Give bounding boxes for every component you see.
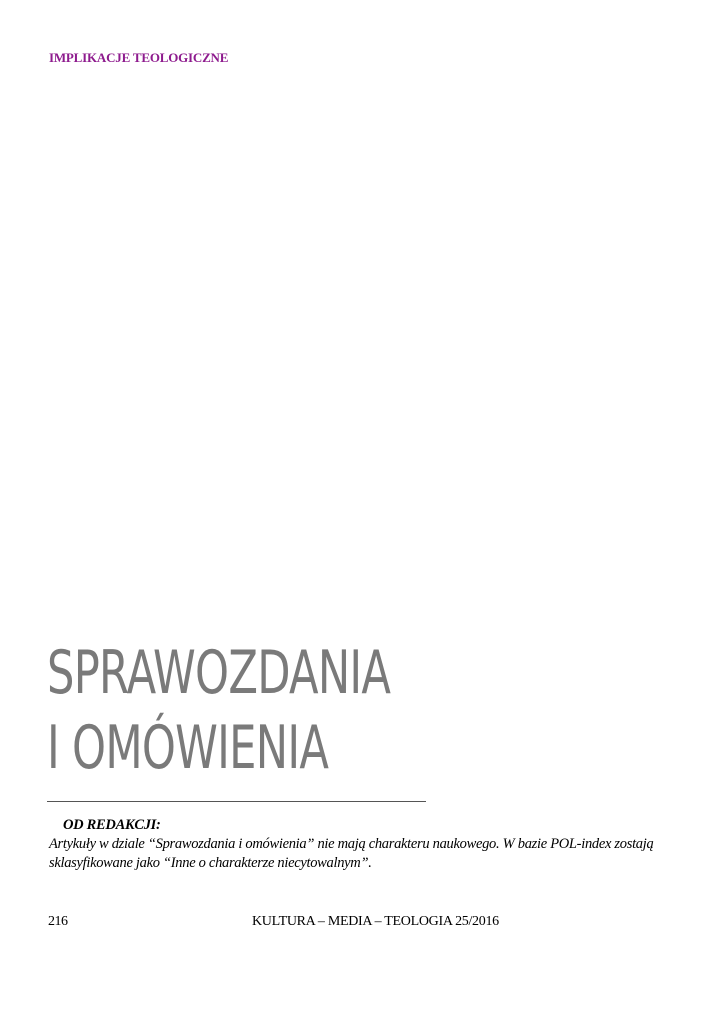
- journal-footer: KULTURA – MEDIA – TEOLOGIA 25/2016: [252, 914, 499, 929]
- section-label: IMPLIKACJE TEOLOGICZNE: [49, 50, 229, 65]
- page-number: 216: [48, 914, 68, 929]
- title-line-2: I OMÓWIENIA: [47, 713, 329, 783]
- page-title: [47, 636, 390, 786]
- title-line-1: SPRAWOZDANIA: [47, 638, 391, 708]
- editor-note-heading: OD REDAKCJI:: [63, 817, 161, 833]
- editor-note: [49, 816, 669, 873]
- editor-note-body: Artykuły w dziale “Sprawozdania i omówienia” nie mają charakteru naukowego. W bazie POL-index zostają sklasyfikowane jako “Inne o charakterze niecytowalnym”.: [49, 836, 654, 871]
- title-divider: [47, 801, 426, 802]
